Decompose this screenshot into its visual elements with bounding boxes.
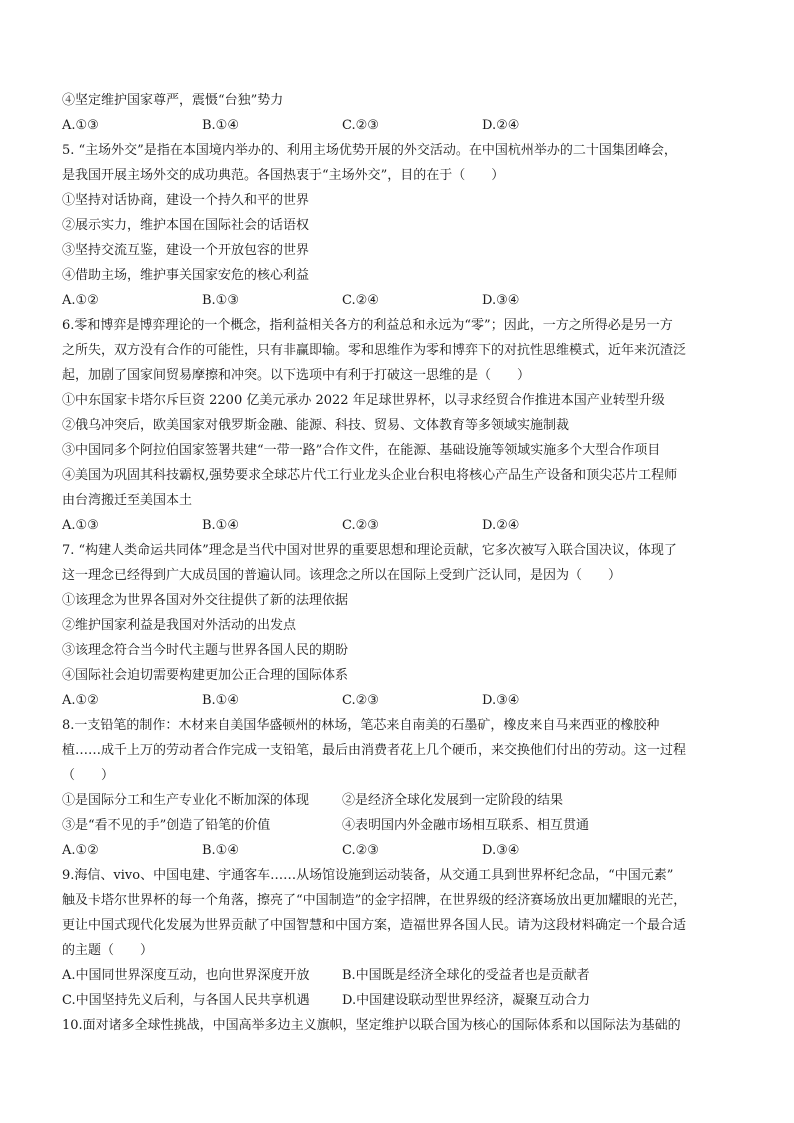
q8-option-d[interactable]: D.③④ <box>482 843 520 858</box>
q8-item-row-2 <box>62 813 742 838</box>
q7-option-d[interactable]: D.③④ <box>482 693 520 708</box>
q4-option-d[interactable]: D.②④ <box>482 118 520 133</box>
q6-option-a[interactable]: A.①③ <box>62 518 99 533</box>
q8-option-c[interactable]: C.②③ <box>342 843 379 858</box>
q4-item-4: ④坚定维护国家尊严，震慑“台独”势力 <box>62 93 284 108</box>
q8-item-2: ②是经济全球化发展到一定阶段的结果 <box>342 793 564 808</box>
q7-item-2: ②维护国家利益是我国对外活动的出发点 <box>62 618 297 633</box>
q9-stem-line-2: 触及卡塔尔世界杯的每一个角落，擦亮了“中国制造”的金字招牌，在世界级的经济赛场放出更加耀眼的光芒， <box>62 893 687 908</box>
q6-item-4-cont: 由台湾搬迁至美国本土 <box>62 493 193 508</box>
q7-option-c[interactable]: C.②③ <box>342 693 379 708</box>
q4-option-b[interactable]: B.①④ <box>202 118 239 133</box>
q9-option-row-1 <box>62 963 742 988</box>
q6-item-3: ③中国同多个阿拉伯国家签署共建“一带一路”合作文件，在能源、基础设施等领域实施多个大型合作项目 <box>62 443 661 458</box>
q5-item-3: ③坚持交流互鉴，建设一个开放包容的世界 <box>62 243 310 258</box>
q5-option-c[interactable]: C.②④ <box>342 293 379 308</box>
q7-item-4: ④国际社会迫切需要构建更加公正合理的国际体系 <box>62 668 349 683</box>
q6-stem-line-2: 之所失，双方没有合作的可能性，只有非赢即输。零和思维作为零和博弈下的对抗性思维模式，近年来沉渣泛 <box>62 343 687 358</box>
q6-item-1: ①中东国家卡塔尔斥巨资 2200 亿美元承办 2022 年足球世界杯，以寻求经贸合作推进本国产业转型升级 <box>62 393 665 408</box>
q6-option-c[interactable]: C.②③ <box>342 518 379 533</box>
q5-option-d[interactable]: D.③④ <box>482 293 520 308</box>
q7-options <box>62 688 742 713</box>
q8-stem-line-3: （ ） <box>62 768 115 783</box>
q9-stem-line-4: 的主题（ ） <box>62 943 154 958</box>
q6-stem-line-3: 起，加剧了国家间贸易摩擦和冲突。以下选项中有利于打破这一思维的是（ ） <box>62 368 531 383</box>
q9-option-b[interactable]: B.中国既是经济全球化的受益者也是贡献者 <box>342 968 590 983</box>
q7-option-b[interactable]: B.①④ <box>202 693 239 708</box>
q4-option-a[interactable]: A.①③ <box>62 118 99 133</box>
q5-item-2: ②展示实力，维护本国在国际社会的话语权 <box>62 218 310 233</box>
q7-stem-line-1: 7. “构建人类命运共同体”理念是当代中国对世界的重要思想和理论贡献，它多次被写入联合国决议，体现了 <box>62 543 677 558</box>
q5-stem-line-1: 5. “主场外交”是指在本国境内举办的、利用主场优势开展的外交活动。在中国杭州举办的二十国集团峰会， <box>62 143 677 158</box>
q6-options <box>62 513 742 538</box>
q4-options <box>62 113 742 138</box>
q5-item-1: ①坚持对话协商，建设一个持久和平的世界 <box>62 193 310 208</box>
q5-options <box>62 288 742 313</box>
q9-option-row-2 <box>62 988 742 1013</box>
q8-item-4: ④表明国内外金融市场相互联系、相互贯通 <box>342 818 590 833</box>
q6-option-b[interactable]: B.①④ <box>202 518 239 533</box>
q10-stem-line-1: 10.面对诸多全球性挑战，中国高举多边主义旗帜，坚定维护以联合国为核心的国际体系和以国际法为基础的 <box>62 1018 681 1033</box>
q9-stem-line-3: 更让中国式现代化发展为世界贡献了中国智慧和中国方案，造福世界各国人民。请为这段材料确定一个最合适 <box>62 918 687 933</box>
q8-stem-line-1: 8.一支铅笔的制作：木材来自美国华盛顿州的林场，笔芯来自南美的石墨矿，橡皮来自马来西亚的橡胶种 <box>62 718 660 733</box>
q7-item-1: ①该理念为世界各国对外交往提供了新的法理依据 <box>62 593 349 608</box>
q5-stem-line-2: 是我国开展主场外交的成功典范。各国热衷于“主场外交”，目的在于（ ） <box>62 168 505 183</box>
q5-option-b[interactable]: B.①③ <box>202 293 239 308</box>
q8-item-3: ③是“看不见的手”创造了铅笔的价值 <box>62 818 271 833</box>
q5-item-4: ④借助主场，维护事关国家安危的核心利益 <box>62 268 310 283</box>
q9-option-a[interactable]: A.中国同世界深度互动，也向世界深度开放 <box>62 968 310 983</box>
q6-stem-line-1: 6.零和博弈是博弈理论的一个概念，指利益相关各方的利益总和永远为“零”；因此，一方之所得必是另一方 <box>62 318 673 333</box>
q5-option-a[interactable]: A.①② <box>62 293 99 308</box>
q8-options <box>62 838 742 863</box>
q8-option-b[interactable]: B.①④ <box>202 843 239 858</box>
q7-option-a[interactable]: A.①② <box>62 693 99 708</box>
q7-item-3: ③该理念符合当今时代主题与世界各国人民的期盼 <box>62 643 349 658</box>
q8-item-row-1 <box>62 788 742 813</box>
q6-item-4: ④美国为巩固其科技霸权,强势要求全球芯片代工行业龙头企业台积电将核心产品生产设备和顶尖芯片工程师 <box>62 468 678 483</box>
q4-option-c[interactable]: C.②③ <box>342 118 379 133</box>
q6-item-2: ②俄乌冲突后，欧美国家对俄罗斯金融、能源、科技、贸易、文体教育等多领域实施制裁 <box>62 418 570 433</box>
q7-stem-line-2: 这一理念已经得到广大成员国的普遍认同。该理念之所以在国际上受到广泛认同，是因为（ ） <box>62 568 622 583</box>
q9-option-d[interactable]: D.中国建设联动型世界经济，凝聚互动合力 <box>342 993 591 1008</box>
q8-option-a[interactable]: A.①② <box>62 843 99 858</box>
q9-option-c[interactable]: C.中国坚持先义后利，与各国人民共享机遇 <box>62 993 310 1008</box>
q6-option-d[interactable]: D.②④ <box>482 518 520 533</box>
exam-page <box>62 88 742 1038</box>
q8-item-1: ①是国际分工和生产专业化不断加深的体现 <box>62 793 310 808</box>
q9-stem-line-1: 9.海信、vivo、中国电建、宇通客车……从场馆设施到运动装备，从交通工具到世界杯纪念品，“中国元素” <box>62 868 674 883</box>
q8-stem-line-2: 植……成千上万的劳动者合作完成一支铅笔，最后由消费者花上几个硬币，来交换他们付出的劳动。这一过程 <box>62 743 687 758</box>
